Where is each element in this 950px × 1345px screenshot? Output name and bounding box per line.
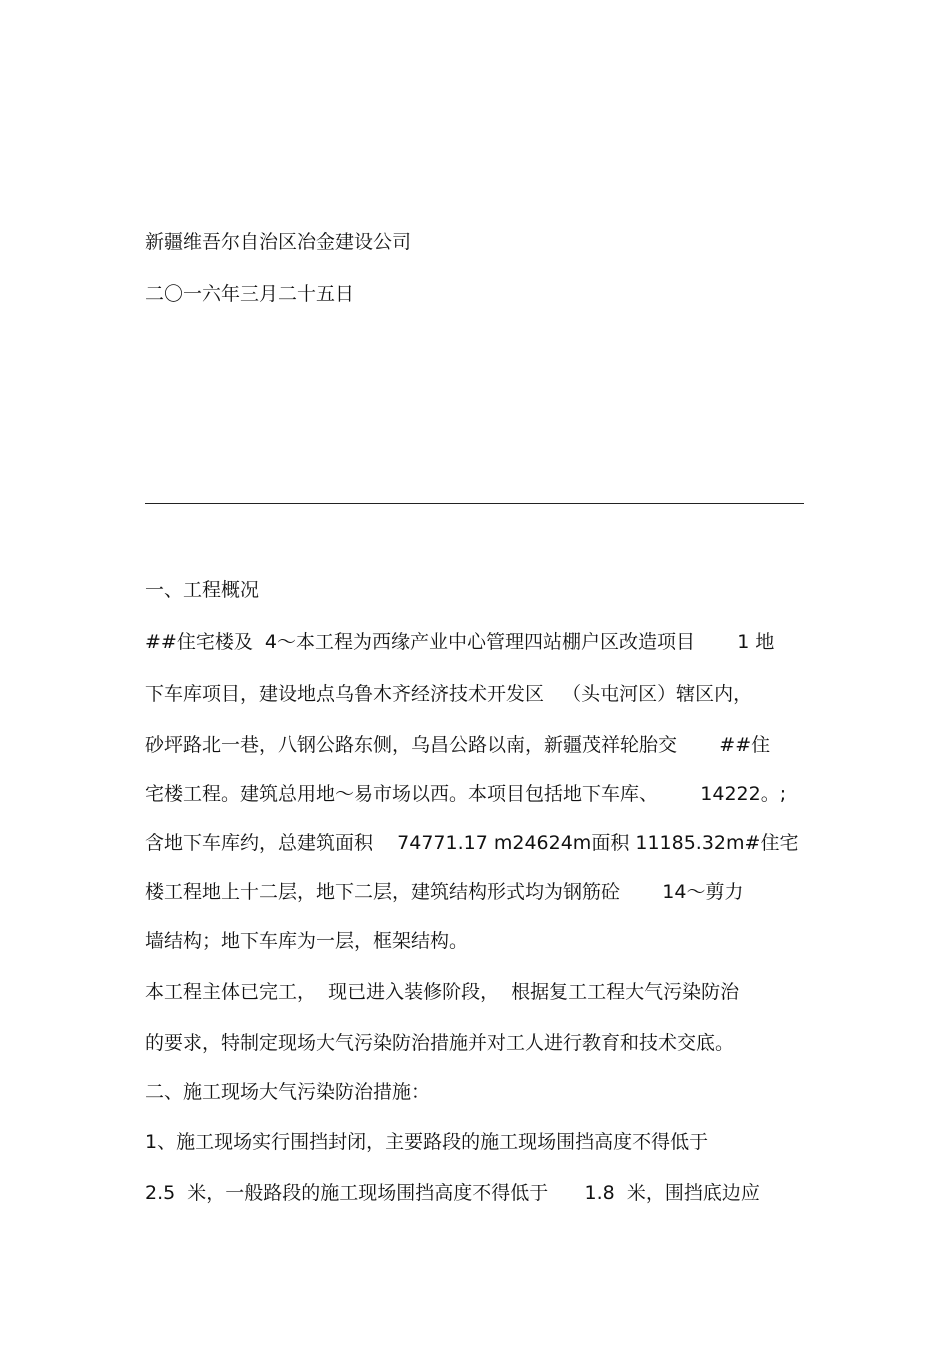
horizontal-divider [145, 503, 804, 504]
body-line: 下车库项目，建设地点乌鲁木齐经济技术开发区 （头屯河区）辖区内， [145, 683, 753, 705]
body-line: 墙结构；地下车库为一层，框架结构。 [145, 930, 469, 952]
body-line: 的要求，特制定现场大气污染防治措施并对工人进行教育和技术交底。 [145, 1032, 735, 1054]
section-heading-1: 一、工程概况 [145, 579, 260, 601]
body-line: ##住宅楼及 4～本工程为西缘产业中心管理四站棚户区改造项目 1 地 [145, 631, 775, 653]
body-line: 2.5 米，一般路段的施工现场围挡高度不得低于 1.8 米，围挡底边应 [145, 1182, 760, 1204]
company-name: 新疆维吾尔自治区冶金建设公司 [145, 231, 412, 253]
body-line: 宅楼工程。建筑总用地～易市场以西。本项目包括地下车库、 14222。; [145, 783, 787, 805]
body-line: 含地下车库约，总建筑面积 74771.17 m24624m面积 11185.32m#住宅 [145, 832, 799, 854]
document-date: 二〇一六年三月二十五日 [145, 283, 355, 305]
body-line: 楼工程地上十二层，地下二层，建筑结构形式均为钢筋砼 14～剪力 [145, 881, 744, 903]
body-line: 砂坪路北一巷，八钢公路东侧，乌昌公路以南，新疆茂祥轮胎交 ##住 [145, 734, 771, 756]
body-line: 本工程主体已完工， 现已进入装修阶段， 根据复工工程大气污染防治 [145, 981, 740, 1003]
section-heading-2: 二、施工现场大气污染防治措施： [145, 1081, 431, 1103]
body-line: 1、施工现场实行围挡封闭，主要路段的施工现场围挡高度不得低于 [145, 1131, 709, 1153]
